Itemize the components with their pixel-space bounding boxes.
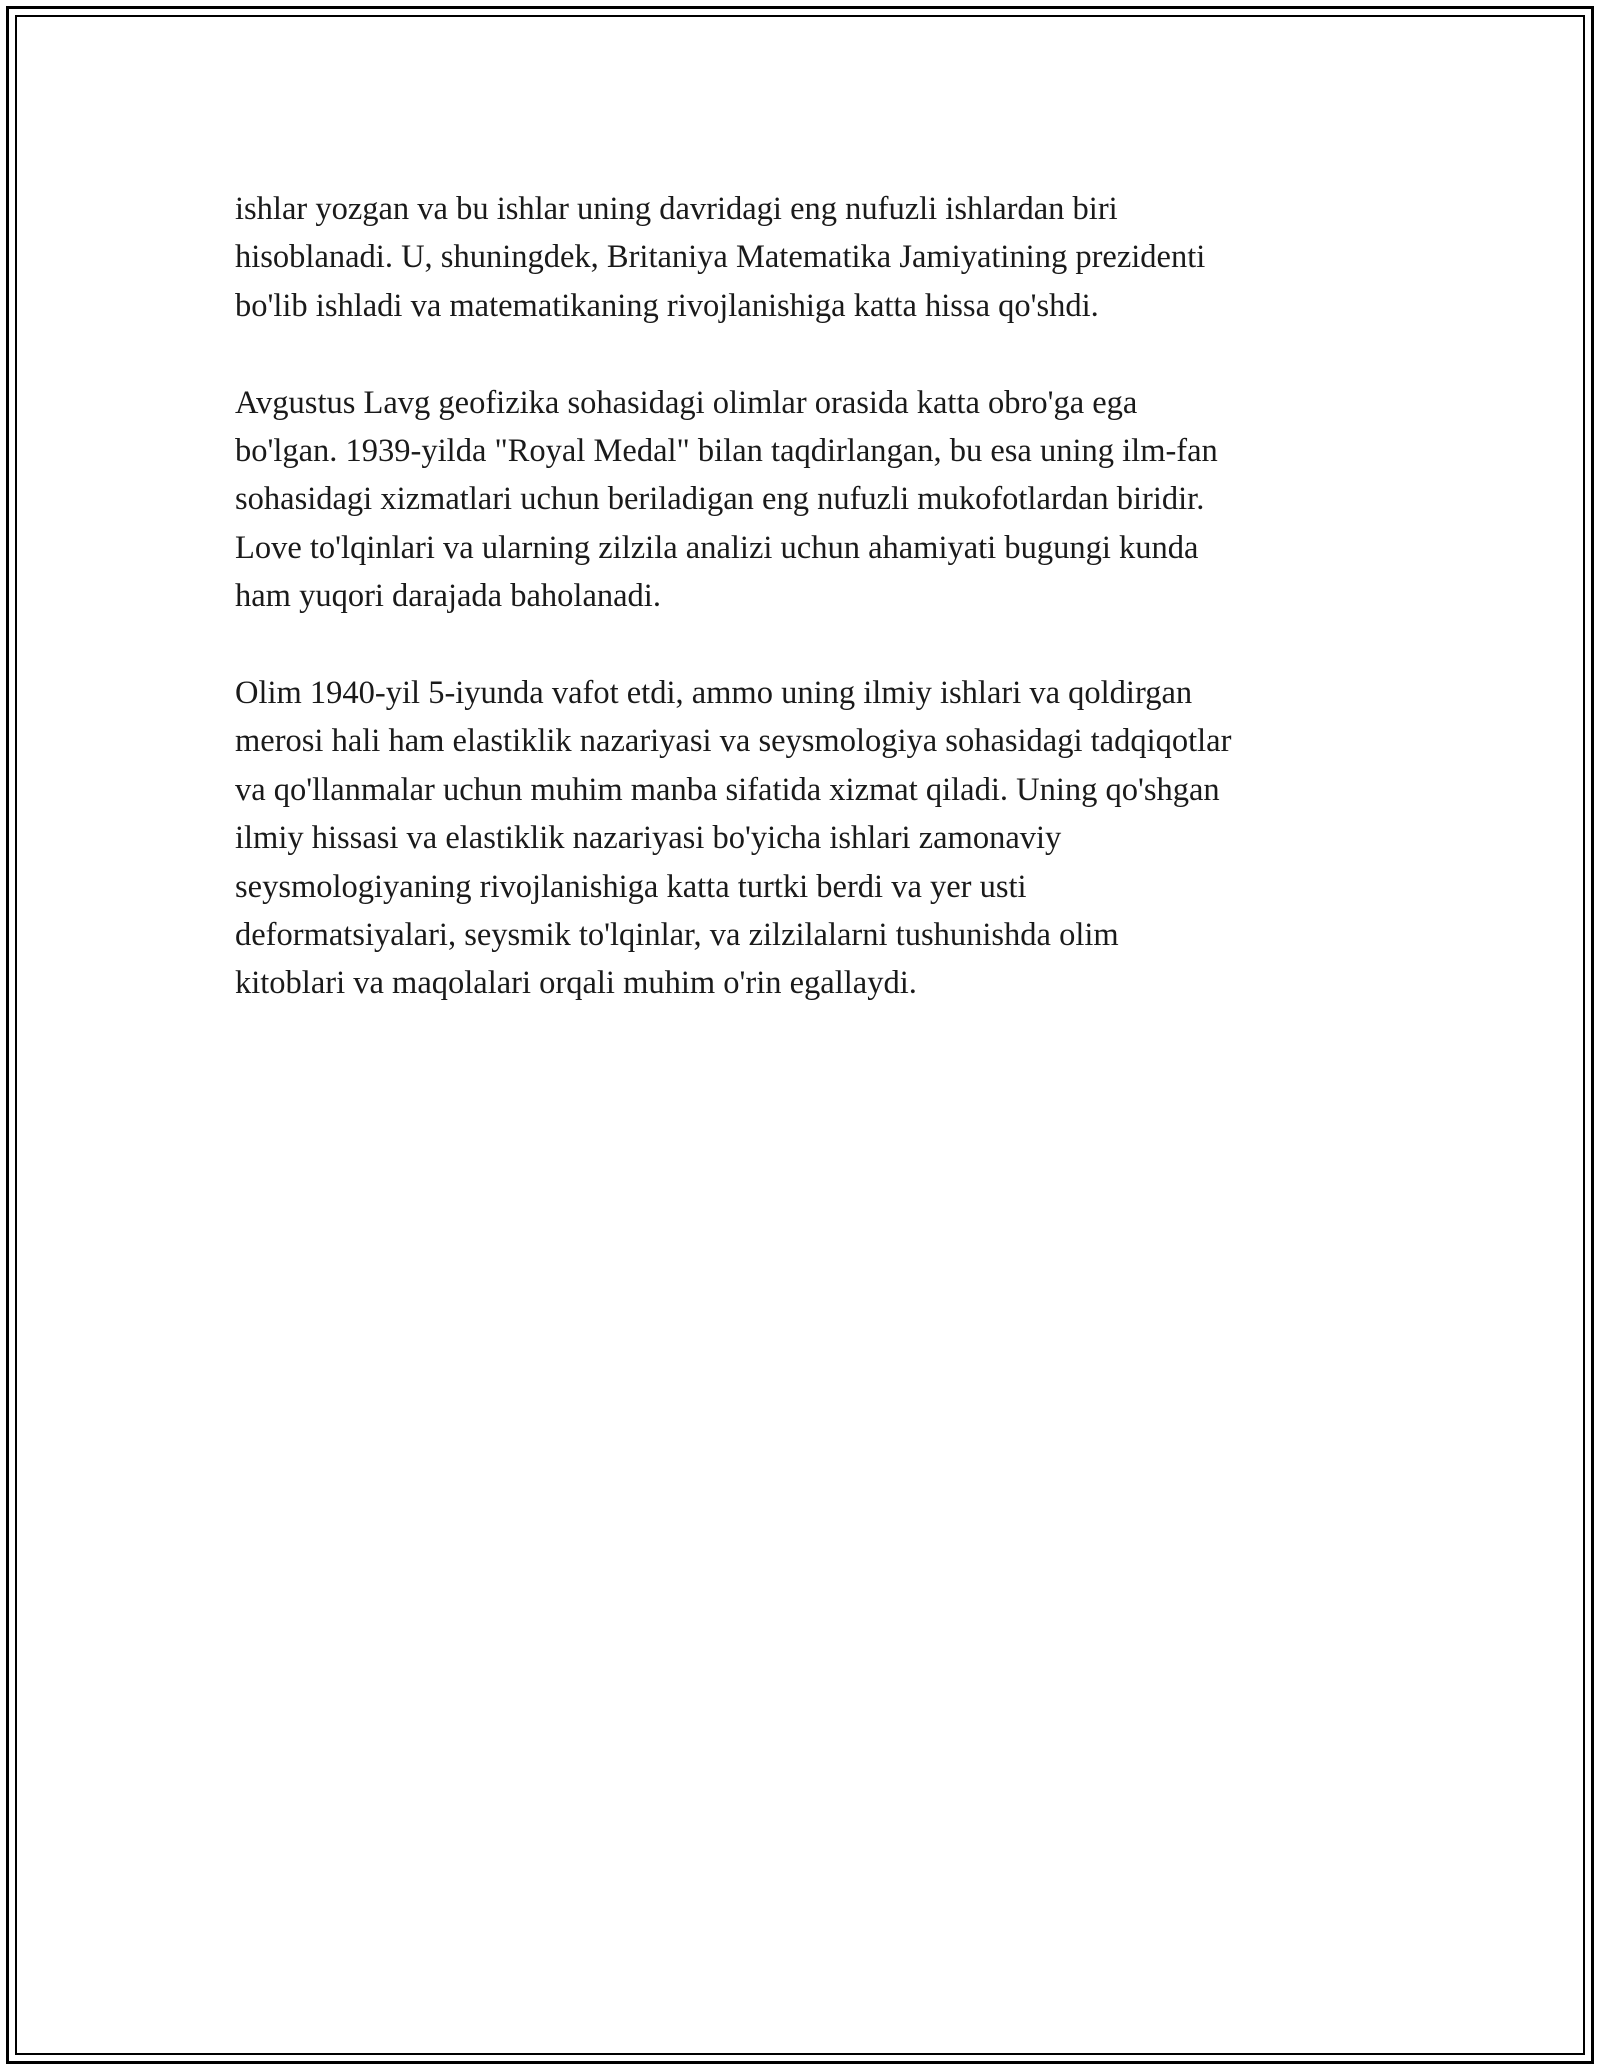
paragraph-2 (235, 379, 1385, 621)
text-line: deformatsiyalari, seysmik to'lqinlar, va zilzilalarni tushunishda olim (235, 917, 1119, 954)
text-line: hisoblanadi. U, shuningdek, Britaniya Matematika Jamiyatining prezidenti (235, 239, 1206, 276)
text-line: va qo'llanmalar uchun muhim manba sifatida xizmat qiladi. Uning qo'shgan (235, 771, 1220, 808)
document-body (235, 185, 1385, 1056)
text-line: bo'lgan. 1939-yilda "Royal Medal" bilan taqdirlangan, bu esa uning ilm-fan (235, 433, 1218, 470)
text-line: Olim 1940-yil 5-iyunda vafot etdi, ammo uning ilmiy ishlari va qoldirgan (235, 675, 1193, 712)
text-line: ilmiy hissasi va elastiklik nazariyasi bo'yicha ishlari zamonaviy (235, 820, 1062, 857)
text-line: bo'lib ishladi va matematikaning rivojlanishiga katta hissa qo'shdi. (235, 287, 1099, 324)
text-line: ham yuqori darajada baholanadi. (235, 578, 661, 615)
paragraph-1 (235, 185, 1385, 330)
text-line: Love to'lqinlari va ularning zilzila analizi uchun ahamiyati bugungi kunda (235, 529, 1199, 566)
text-line: seysmologiyaning rivojlanishiga katta turtki berdi va yer usti (235, 868, 1027, 905)
text-line: sohasidagi xizmatlari uchun beriladigan eng nufuzli mukofotlardan biridir. (235, 481, 1205, 518)
text-line: ishlar yozgan va bu ishlar uning davridagi eng nufuzli ishlardan biri (235, 191, 1118, 227)
text-line: kitoblari va maqolalari orqali muhim o'rin egallaydi. (235, 965, 917, 1002)
text-line: Avgustus Lavg geofizika sohasidagi olimlar orasida katta obro'ga ega (235, 384, 1138, 421)
paragraph-3 (235, 669, 1385, 1008)
text-line: merosi hali ham elastiklik nazariyasi va seysmologiya sohasidagi tadqiqotlar (235, 723, 1232, 760)
